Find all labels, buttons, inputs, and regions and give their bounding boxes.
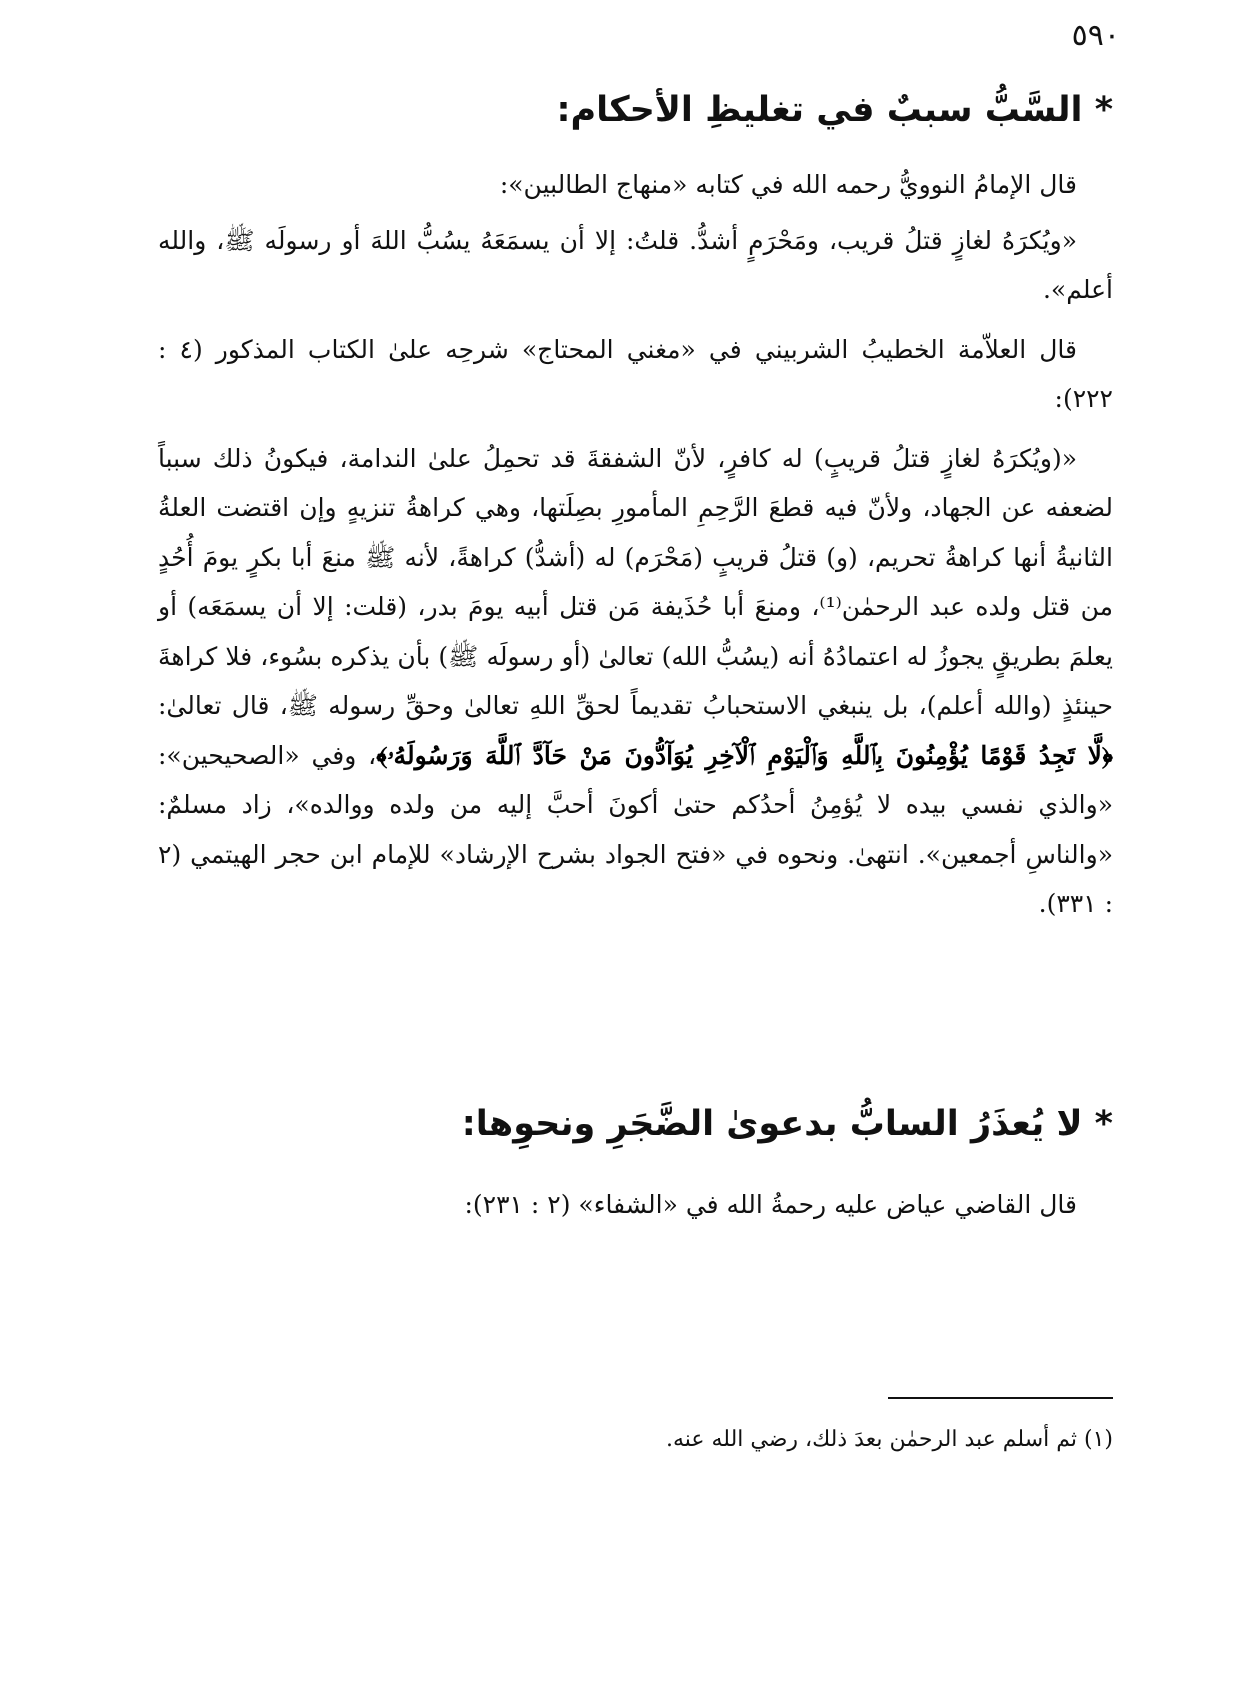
commentary-text-before-verse: «(ويُكرَهُ لغازٍ قتلُ قريبٍ) له كافرٍ، لأنّ الشفقةَ قد تحمِلُ علىٰ الندامة، فيكونُ ذلك سبباً لضعفه عن الجهاد، ولأنّ فيه قطعَ الرَّحِمِ المأمورِ بصِلَتها، وهي كراهةُ تنزيهٍ وإن اقتضت العلةُ الثانيةُ أنها كراهةُ تحريم، (و) قتلُ قريبٍ (مَحْرَم) له (أشدُّ) كراهةً، لأنه ﷺ منعَ أبا بكرٍ يومَ أُحُدٍ من قتل ولده عبد الرحمٰن⁽¹⁾، ومنعَ أبا حُذَيفة مَن قتل أبيه يومَ بدر، (قلت: إلا أن يسمَعَه) أو يعلمَ بطريقٍ يجوزُ له اعتمادُهُ أنه (يسُبُّ الله) تعالىٰ (أو رسولَه ﷺ) بأن يذكره بسُوء، فلا كراهةَ حينئذٍ (والله أعلم)، بل ينبغي الاستحبابُ تقديماً لحقِّ اللهِ تعالىٰ وحقِّ رسوله ﷺ، قال تعالىٰ: <box>158 443 1113 720</box>
section-1 <box>158 82 1113 138</box>
footnote <box>158 1420 1113 1460</box>
footnote-text: (١) ثم أسلم عبد الرحمٰن بعدَ ذلك، رضي الله عنه. <box>665 1427 1113 1452</box>
section-1-body <box>158 160 1113 929</box>
qadi-iyad-intro: قال القاضي عياض عليه رحمةُ الله في «الشفاء» (٢ : ٢٣١): <box>464 1190 1077 1219</box>
commentary-text-after-verse: ، وفي «الصحيحين»: «والذي نفسي بيده لا يُؤمِنُ أحدُكم حتىٰ أكونَ أحبَّ إليه من ولده ووالده»، زاد مسلمٌ: «والناسِ أجمعين». انتهىٰ. ونحوه في «فتح الجواد بشرح الإرشاد» للإمام ابن حجر الهيتمي (٢ : ٣٣١). <box>158 740 1113 918</box>
shirbini-intro: قال العلاّمة الخطيبُ الشربيني في «مغني المحتاج» شرحِه علىٰ الكتاب المذكور (٤ : ٢٢٢): <box>158 334 1113 413</box>
section-2 <box>158 1096 1113 1152</box>
minhaj-quote: «ويُكرَهُ لغازٍ قتلُ قريب، ومَحْرَمٍ أشدُّ. قلتُ: إلا أن يسمَعَهُ يسُبُّ اللهَ أو رسولَه ﷺ، والله أعلم». <box>158 225 1113 304</box>
nawawi-intro: قال الإمامُ النوويُّ رحمه الله في كتابه «منهاج الطالبين»: <box>499 170 1077 199</box>
mughni-commentary <box>158 434 1113 929</box>
quran-verse: ﴿لَّا تَجِدُ قَوْمًا يُؤْمِنُونَ بِٱللَّهِ وَٱلْيَوْمِ ٱلْآخِرِ يُوَآدُّونَ مَنْ حَآدَّ ٱللَّهَ وَرَسُولَهُۥ﴾ <box>376 740 1113 770</box>
page-number: ٥٩٠ <box>1071 18 1120 53</box>
section-1-heading: * السَّبُّ سببٌ في تغليظِ الأحكام: <box>556 90 1113 130</box>
footnote-divider <box>888 1397 1113 1399</box>
section-2-heading: * لا يُعذَرُ السابُّ بدعوىٰ الضَّجَرِ ونحوِها: <box>461 1104 1113 1144</box>
section-2-body <box>158 1180 1113 1230</box>
